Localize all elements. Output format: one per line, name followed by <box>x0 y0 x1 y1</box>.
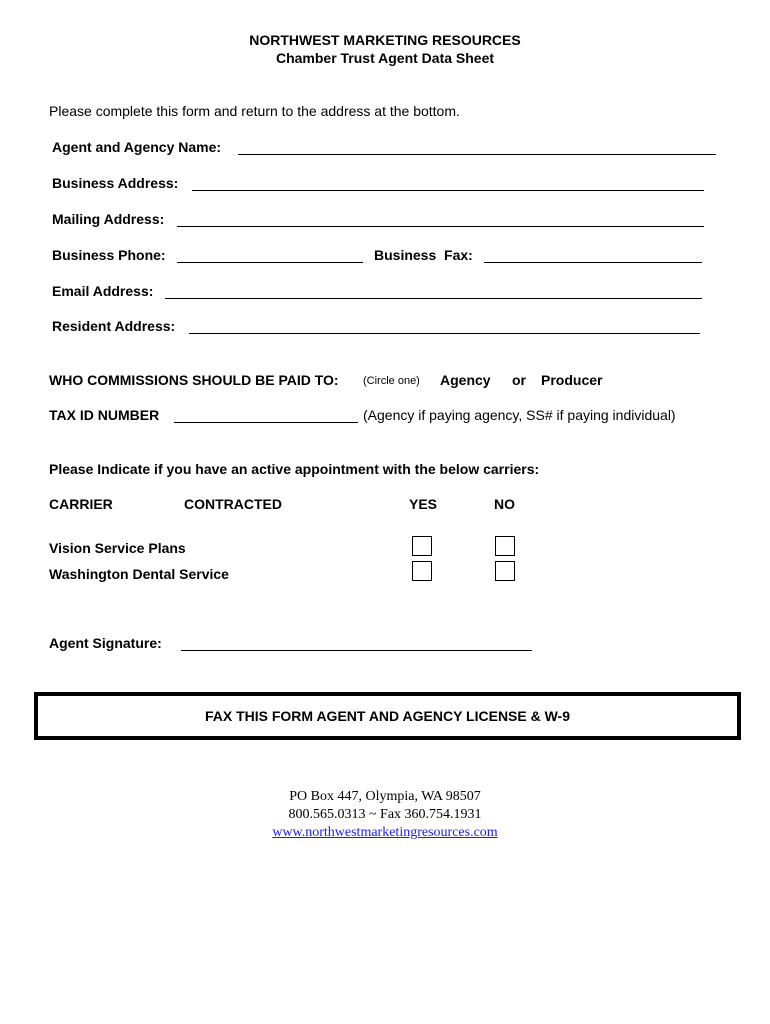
footer-phone-fax: 800.565.0313 ~ Fax 360.754.1931 <box>288 807 482 822</box>
tax-id-field[interactable] <box>174 408 358 423</box>
document-title: Chamber Trust Agent Data Sheet <box>275 50 495 66</box>
fax-notice-text: FAX THIS FORM AGENT AND AGENCY LICENSE & W-9 <box>204 708 571 724</box>
carrier-vision-service-plans: Vision Service Plans <box>49 540 186 556</box>
business-fax-label: Business Fax: <box>374 247 473 263</box>
fax-notice-box <box>34 692 741 740</box>
commission-or-text: or <box>512 372 526 388</box>
agent-signature-field[interactable] <box>181 636 532 651</box>
business-fax-field[interactable] <box>484 248 702 263</box>
intro-text: Please complete this form and return to the address at the bottom. <box>49 103 460 119</box>
column-carrier: CARRIER <box>49 496 113 512</box>
business-address-field[interactable] <box>192 176 704 191</box>
business-phone-label: Business Phone: <box>52 247 166 263</box>
dental-no-checkbox[interactable] <box>495 561 515 581</box>
carriers-prompt: Please Indicate if you have an active appointment with the below carriers: <box>49 461 540 477</box>
vision-yes-checkbox[interactable] <box>412 536 432 556</box>
column-yes: YES <box>409 496 438 512</box>
email-address-field[interactable] <box>165 284 702 299</box>
commission-option-agency[interactable]: Agency <box>440 372 491 388</box>
email-address-label: Email Address: <box>52 283 154 299</box>
tax-id-label: TAX ID NUMBER <box>49 407 160 423</box>
footer-address: PO Box 447, Olympia, WA 98507 <box>289 789 481 804</box>
mailing-address-label: Mailing Address: <box>52 211 165 227</box>
commission-option-producer[interactable]: Producer <box>541 372 603 388</box>
commissions-hint: (Circle one) <box>363 375 420 387</box>
column-contracted: CONTRACTED <box>184 496 282 512</box>
agent-signature-label: Agent Signature: <box>49 635 162 651</box>
agent-agency-name-field[interactable] <box>238 140 716 155</box>
commissions-label: WHO COMMISSIONS SHOULD BE PAID TO: <box>49 372 339 388</box>
mailing-address-field[interactable] <box>177 212 704 227</box>
resident-address-label: Resident Address: <box>52 318 176 334</box>
column-no: NO <box>494 496 515 512</box>
company-name: NORTHWEST MARKETING RESOURCES <box>249 32 521 48</box>
tax-id-note: (Agency if paying agency, SS# if paying individual) <box>363 407 676 423</box>
agent-agency-name-label: Agent and Agency Name: <box>52 139 222 155</box>
resident-address-field[interactable] <box>189 319 700 334</box>
dental-yes-checkbox[interactable] <box>412 561 432 581</box>
vision-no-checkbox[interactable] <box>495 536 515 556</box>
business-phone-field[interactable] <box>177 248 363 263</box>
carrier-washington-dental-service: Washington Dental Service <box>49 566 229 582</box>
footer-website-link[interactable]: www.northwestmarketingresources.com <box>272 825 498 840</box>
business-address-label: Business Address: <box>52 175 179 191</box>
